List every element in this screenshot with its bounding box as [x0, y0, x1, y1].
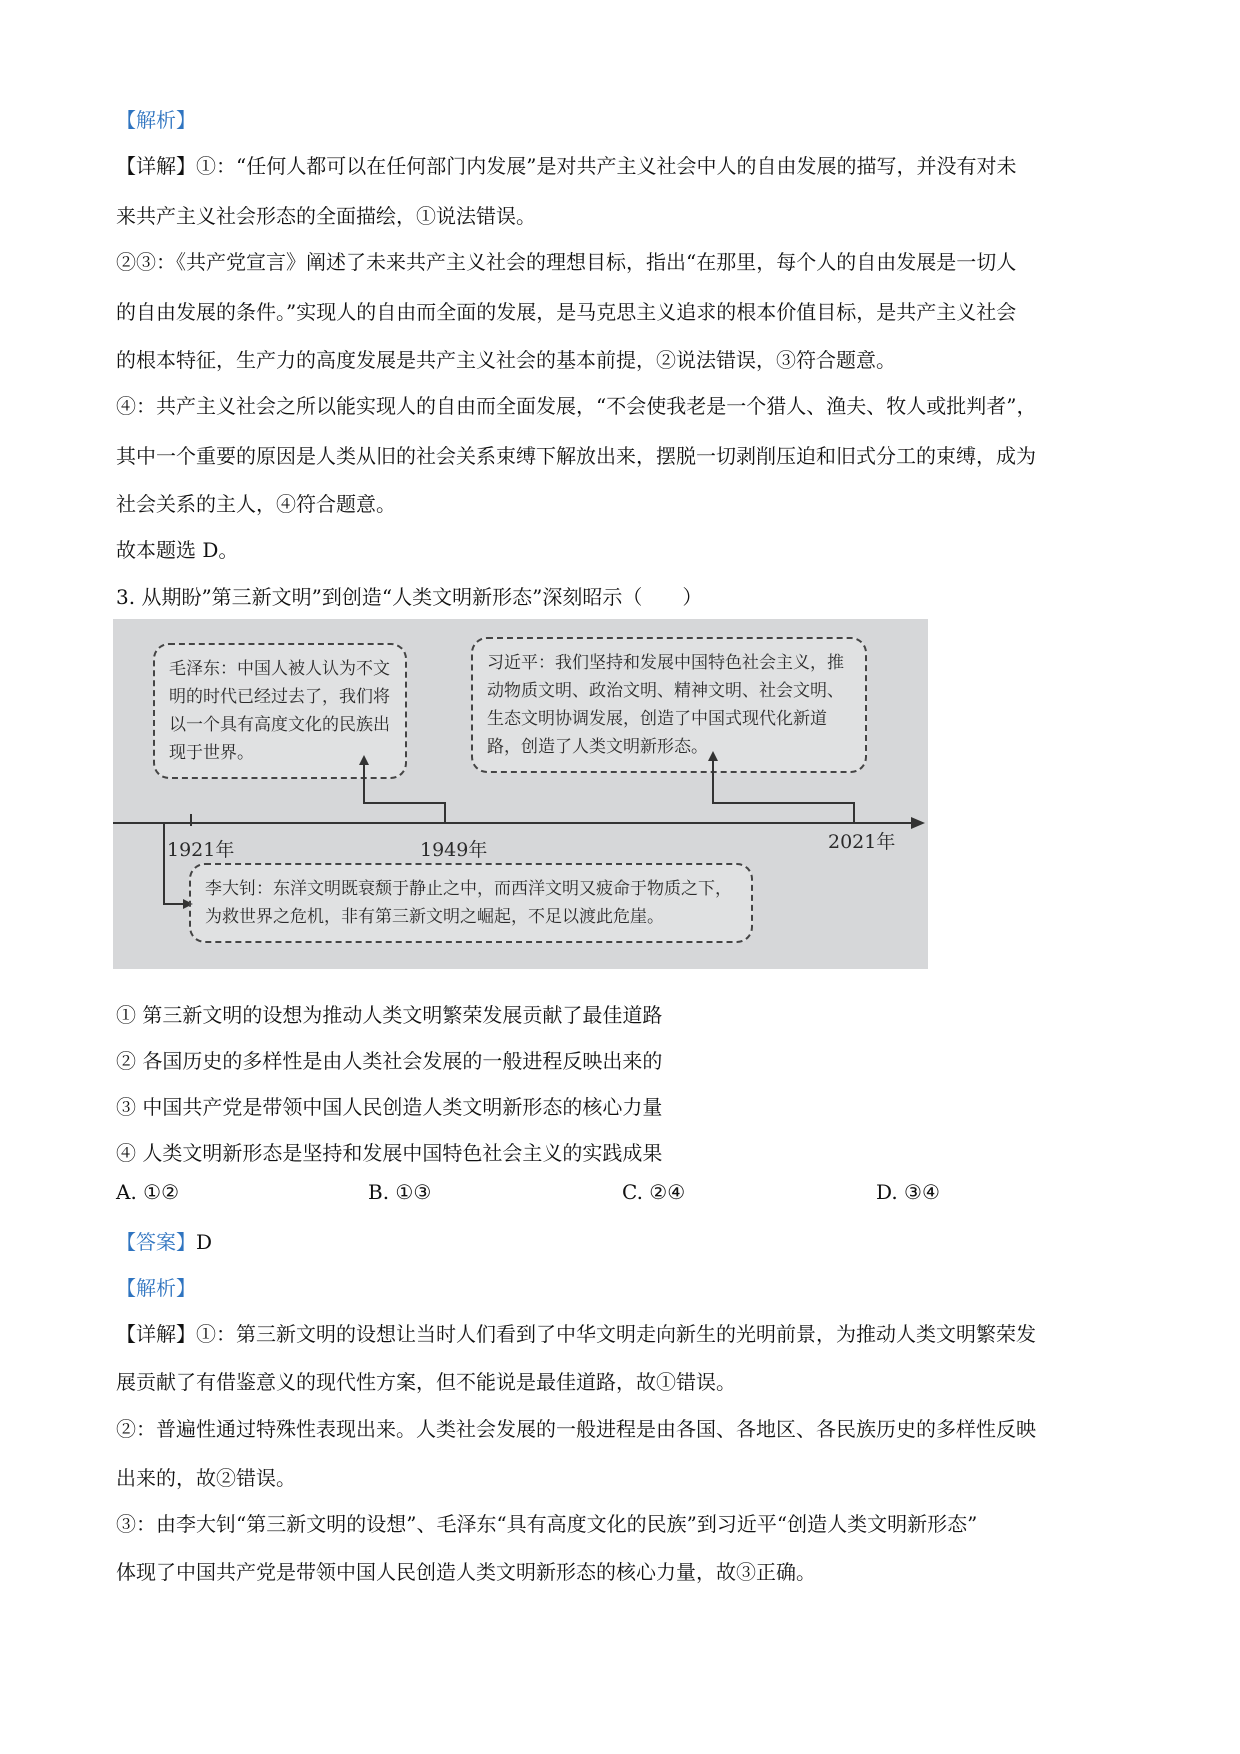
- detail-line: 社会关系的主人，④符合题意。: [116, 492, 396, 516]
- connector: [712, 802, 854, 804]
- detail-line: 的自由发展的条件。”实现人的自由而全面的发展，是马克思主义追求的根本价值目标，是共产主义社会: [116, 300, 1017, 324]
- option-d: D. ③④: [876, 1180, 940, 1204]
- xi-quote: 习近平：我们坚持和发展中国特色社会主义，推动物质文明、政治文明、精神文明、社会文明、生态文明协调发展，创造了中国式现代化新道路，创造了人类文明新形态。: [487, 653, 844, 757]
- detail-line: ②③：《共产党宣言》阐述了未来共产主义社会的理想目标，指出“在那里，每个人的自由发展是一切人: [116, 250, 1017, 274]
- connector: [853, 802, 855, 824]
- tick: [190, 814, 192, 826]
- detail-line: 来共产主义社会形态的全面描绘，①说法错误。: [116, 204, 536, 228]
- detail-line: 展贡献了有借鉴意义的现代性方案，但不能说是最佳道路，故①错误。: [116, 1370, 736, 1394]
- answer-label: 【答案】: [116, 1230, 196, 1254]
- statement: ④ 人类文明新形态是坚持和发展中国特色社会主义的实践成果: [116, 1141, 663, 1165]
- li-quote-box: [189, 863, 753, 943]
- detail-line: 【详解】①：第三新文明的设想让当时人们看到了中华文明走向新生的光明前景，为推动人类文明繁荣发: [116, 1322, 1036, 1346]
- xi-quote-box: [471, 637, 867, 773]
- detail-line: 故本题选 D。: [116, 538, 239, 562]
- detail-line: ④：共产主义社会之所以能实现人的自由而全面发展，“不会使我老是一个猎人、渔夫、牧人或批判者”，: [116, 394, 1037, 418]
- option-b: B. ①③: [368, 1180, 432, 1204]
- year-2021: 2021年: [828, 831, 896, 853]
- detail-line: 【详解】①：“任何人都可以在任何部门内发展”是对共产主义社会中人的自由发展的描写，并没有对未: [116, 154, 1017, 178]
- detail-line: 的根本特征，生产力的高度发展是共产主义社会的基本前提，②说法错误，③符合题意。: [116, 348, 896, 372]
- connector: [444, 802, 446, 824]
- jiexi-label: 【解析】: [116, 108, 196, 132]
- detail-line: 体现了中国共产党是带领中国人民创造人类文明新形态的核心力量，故③正确。: [116, 1560, 816, 1584]
- connector: [363, 763, 365, 803]
- connector: [163, 903, 185, 905]
- li-quote: 李大钊：东洋文明既衰颓于静止之中，而西洋文明又疲命于物质之下，为救世界之危机，非有第三新文明之崛起，不足以渡此危崖。: [205, 879, 732, 927]
- statement: ③ 中国共产党是带领中国人民创造人类文明新形态的核心力量: [116, 1095, 663, 1119]
- year-1949: 1949年: [420, 839, 488, 861]
- statement: ② 各国历史的多样性是由人类社会发展的一般进程反映出来的: [116, 1049, 663, 1073]
- detail-line: 其中一个重要的原因是人类从旧的社会关系束缚下解放出来，摆脱一切剥削压迫和旧式分工的束缚，成为: [116, 444, 1036, 468]
- timeline-axis: [113, 822, 913, 824]
- detail-line: ③：由李大钊“第三新文明的设想”、毛泽东“具有高度文化的民族”到习近平“创造人类文明新形态”: [116, 1512, 978, 1536]
- arrow-up-icon: [359, 755, 369, 765]
- statement: ① 第三新文明的设想为推动人类文明繁荣发展贡献了最佳道路: [116, 1003, 663, 1027]
- answer-value: D: [196, 1230, 213, 1254]
- option-c: C. ②④: [622, 1180, 686, 1204]
- connector: [363, 802, 446, 804]
- detail-line: ②：普遍性通过特殊性表现出来。人类社会发展的一般进程是由各国、各地区、各民族历史的多样性反映: [116, 1417, 1036, 1441]
- timeline-figure: [113, 619, 928, 969]
- detail-line: 出来的，故②错误。: [116, 1466, 296, 1490]
- arrow-up-icon: [708, 751, 718, 761]
- question-stem: 3. 从期盼”第三新文明”到创造“人类文明新形态”深刻昭示（ ）: [116, 585, 703, 609]
- arrow-right-icon: [911, 817, 925, 829]
- jiexi-label: 【解析】: [116, 1276, 196, 1300]
- option-a: A. ①②: [116, 1180, 180, 1204]
- answer-row: [116, 1226, 212, 1255]
- connector: [712, 759, 714, 803]
- year-1921: 1921年: [167, 839, 235, 861]
- connector: [163, 824, 165, 904]
- mao-quote: 毛泽东：中国人被人认为不文明的时代已经过去了，我们将以一个具有高度文化的民族出现于世界。: [169, 659, 390, 763]
